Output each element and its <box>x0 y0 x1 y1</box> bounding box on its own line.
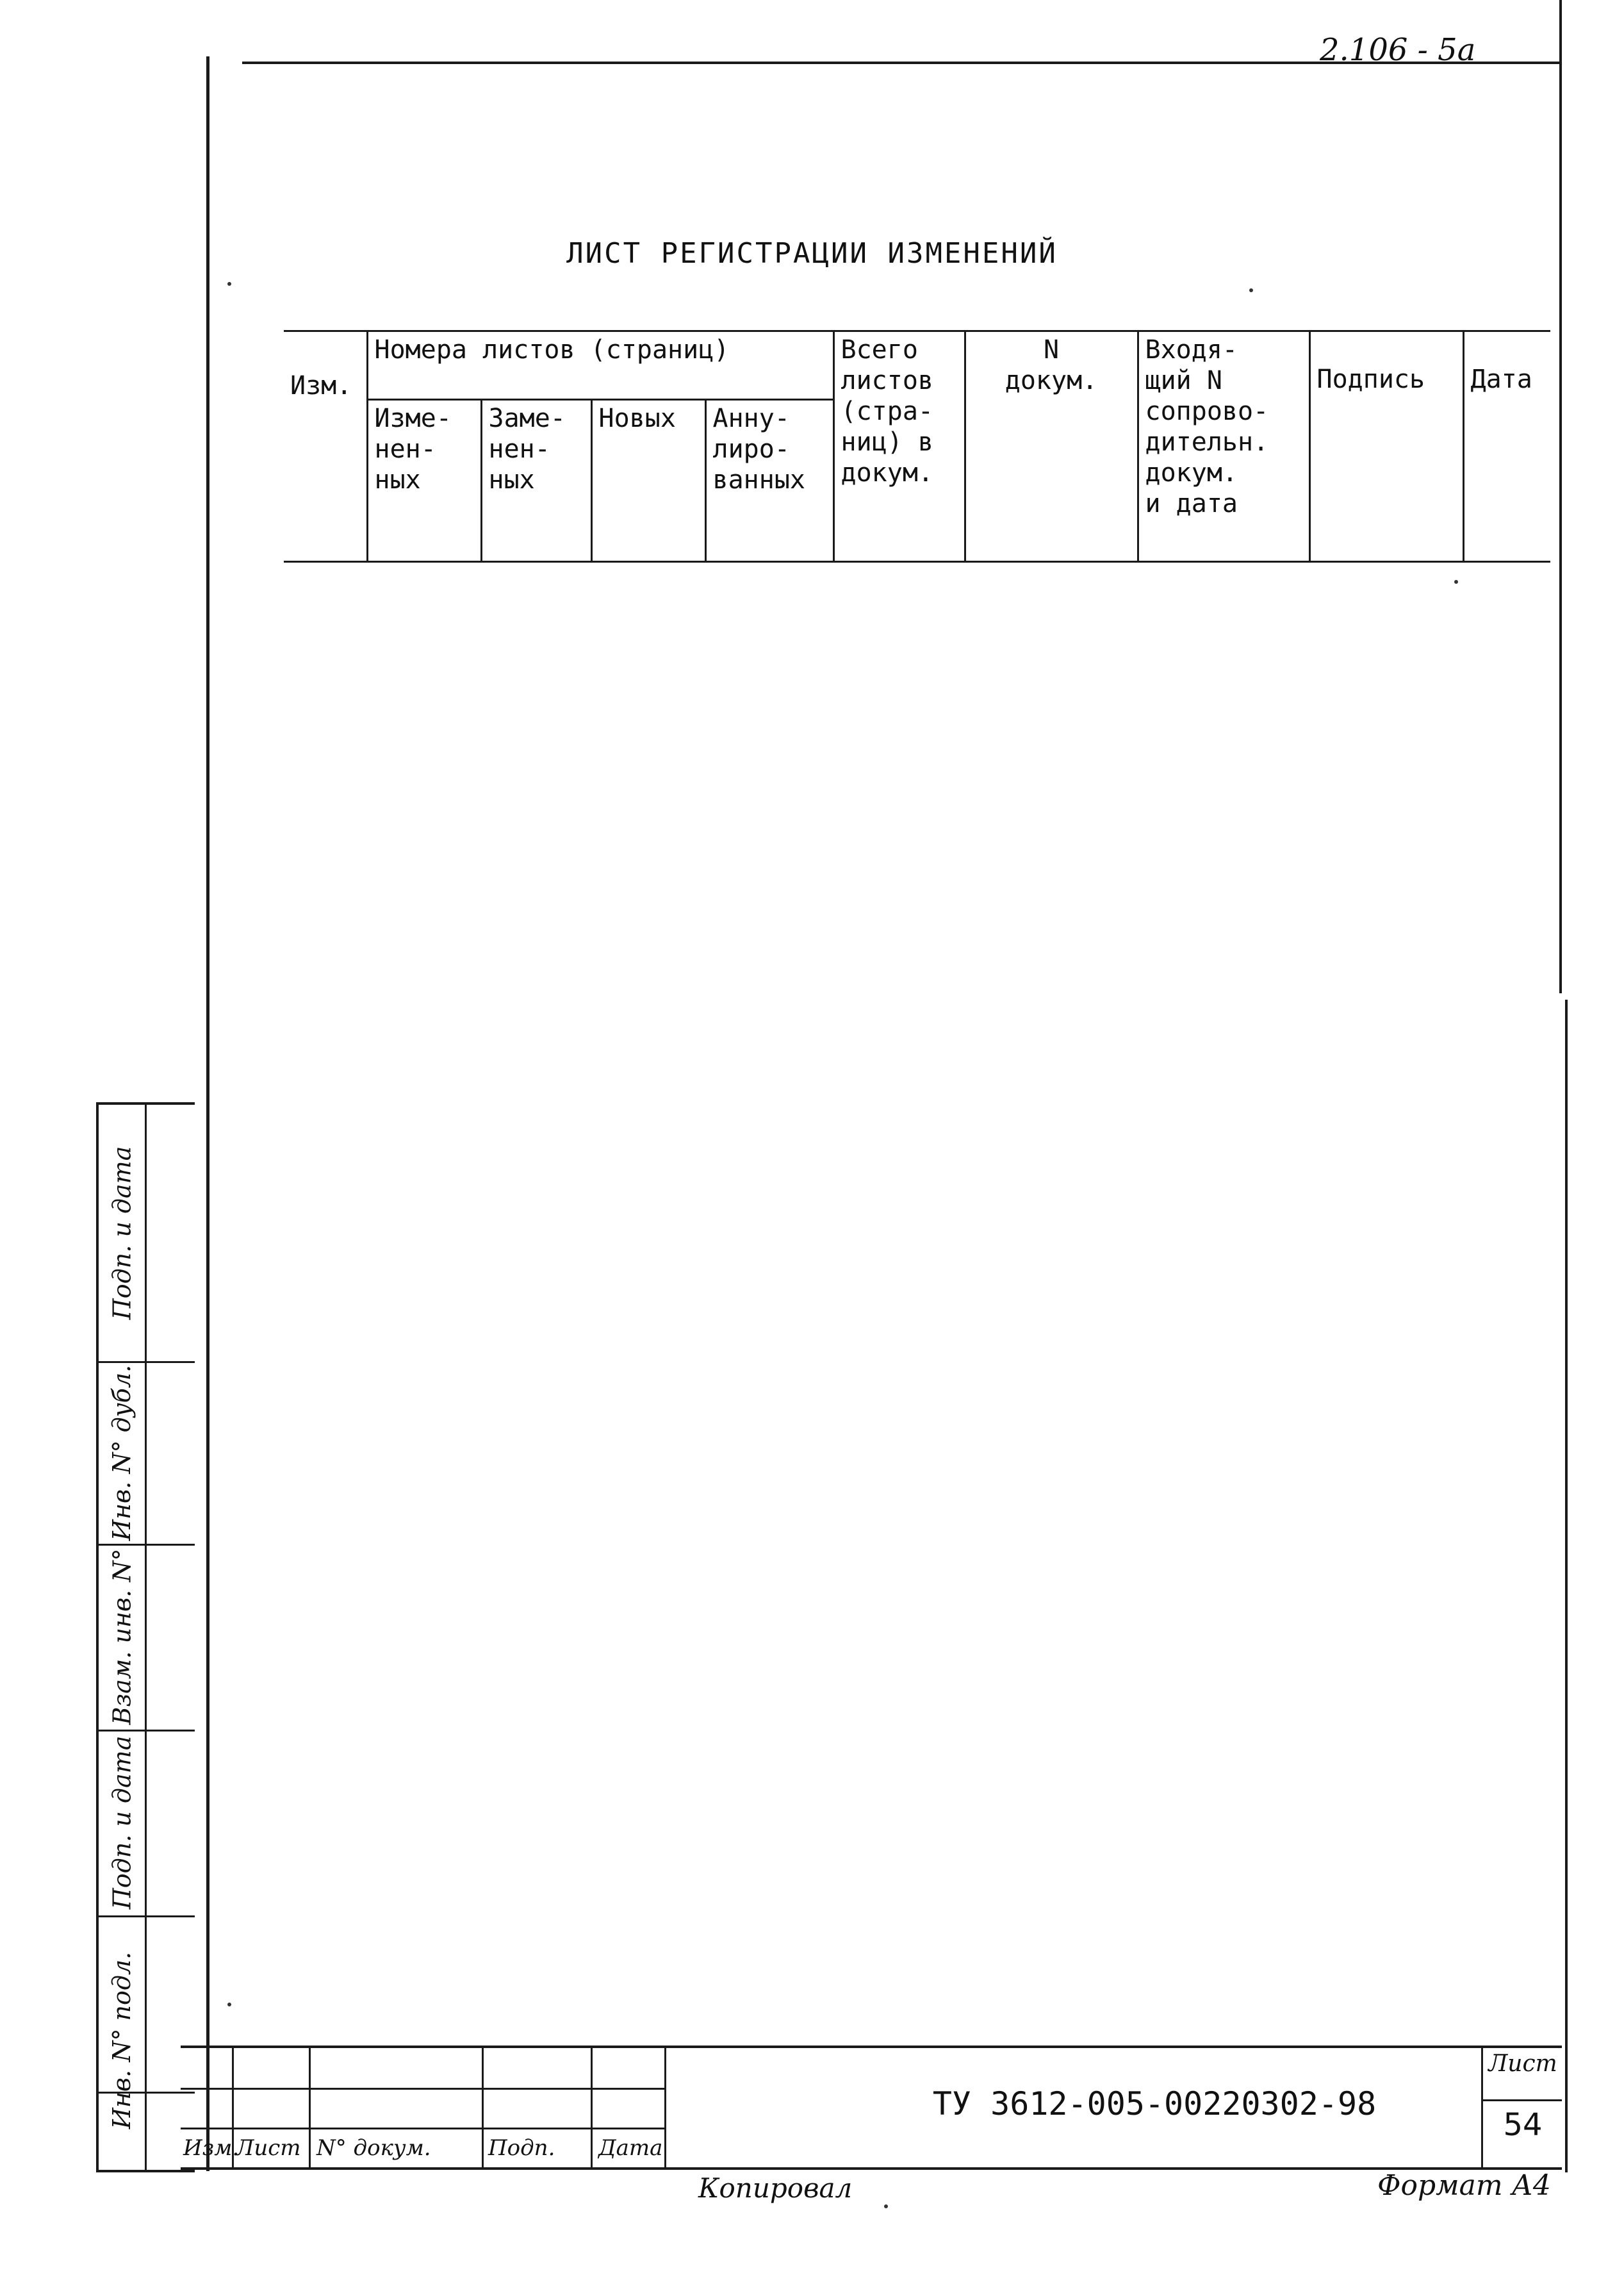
col-total-header: Всего листов (стра- ниц) в докум. <box>833 331 965 562</box>
left-border <box>206 56 209 2171</box>
sheet-label: Лист <box>1488 2051 1557 2077</box>
format-label: Формат А4 <box>1377 2169 1551 2202</box>
stamp-label-orig-inv: Инв. N° подл. <box>108 1951 136 2129</box>
document-code: 2.106 - 5а <box>1320 32 1476 68</box>
stamp-label-dup-inv: Инв. N° дубл. <box>108 1364 136 1541</box>
col-replaced-header: Заме- нен- ных <box>481 400 591 562</box>
col-new-header: Новых <box>591 400 705 562</box>
stamp-label-replace-inv: Взам. инв. N° <box>108 1548 136 1725</box>
tb-label-date: Дата <box>598 2135 663 2161</box>
title-block-row-line <box>1481 2099 1562 2101</box>
scan-speck <box>227 282 231 286</box>
col-annulled-header: Анну- лиро- ванных <box>705 400 833 562</box>
tb-label-izm: Изм. <box>183 2135 240 2161</box>
tb-label-list: Лист <box>236 2135 301 2161</box>
copied-by-label: Копировал <box>698 2172 853 2204</box>
col-signature-header: Подпись <box>1309 331 1463 562</box>
tb-label-sign: Подп. <box>488 2135 555 2161</box>
change-registration-table <box>284 330 1550 563</box>
title-block-divider <box>1481 2048 1483 2167</box>
right-border-lower <box>1565 1000 1568 2172</box>
right-border <box>1559 0 1562 993</box>
col-izm-header: Изм. <box>284 331 367 562</box>
title-block-divider <box>482 2048 484 2167</box>
col-doc-number-header: N докум. <box>965 331 1138 562</box>
tb-label-doc-no: N° докум. <box>316 2135 431 2161</box>
scan-speck <box>1249 288 1253 292</box>
title-block-divider <box>664 2048 666 2167</box>
stamp-label-sign-date-2: Подп. и дата <box>108 1735 136 1910</box>
scan-speck <box>227 2003 231 2006</box>
scan-speck <box>1454 580 1458 584</box>
title-block-row-line <box>181 2088 664 2090</box>
title-block <box>181 2046 1562 2170</box>
col-incoming-header: Входя- щий N сопрово- дительн. докум. и дата <box>1138 331 1309 562</box>
sheet-number: 54 <box>1503 2107 1543 2143</box>
title-block-doc-code: ТУ 3612-005-00220302-98 <box>932 2085 1377 2122</box>
col-changed-header: Изме- нен- ных <box>367 400 481 562</box>
title-block-row-line <box>181 2128 664 2129</box>
title-block-divider <box>309 2048 311 2167</box>
side-stamp-divider <box>145 1105 147 2170</box>
page-title: ЛИСТ РЕГИСТРАЦИИ ИЗМЕНЕНИЙ <box>566 237 1058 270</box>
title-block-divider <box>591 2048 593 2167</box>
side-stamp <box>96 1102 195 2172</box>
scan-speck <box>884 2204 888 2208</box>
col-date-header: Дата <box>1463 331 1550 562</box>
stamp-label-sign-date-1: Подп. и дата <box>108 1146 136 1320</box>
sheet-numbers-group-header: Номера листов (страниц) <box>367 331 833 400</box>
